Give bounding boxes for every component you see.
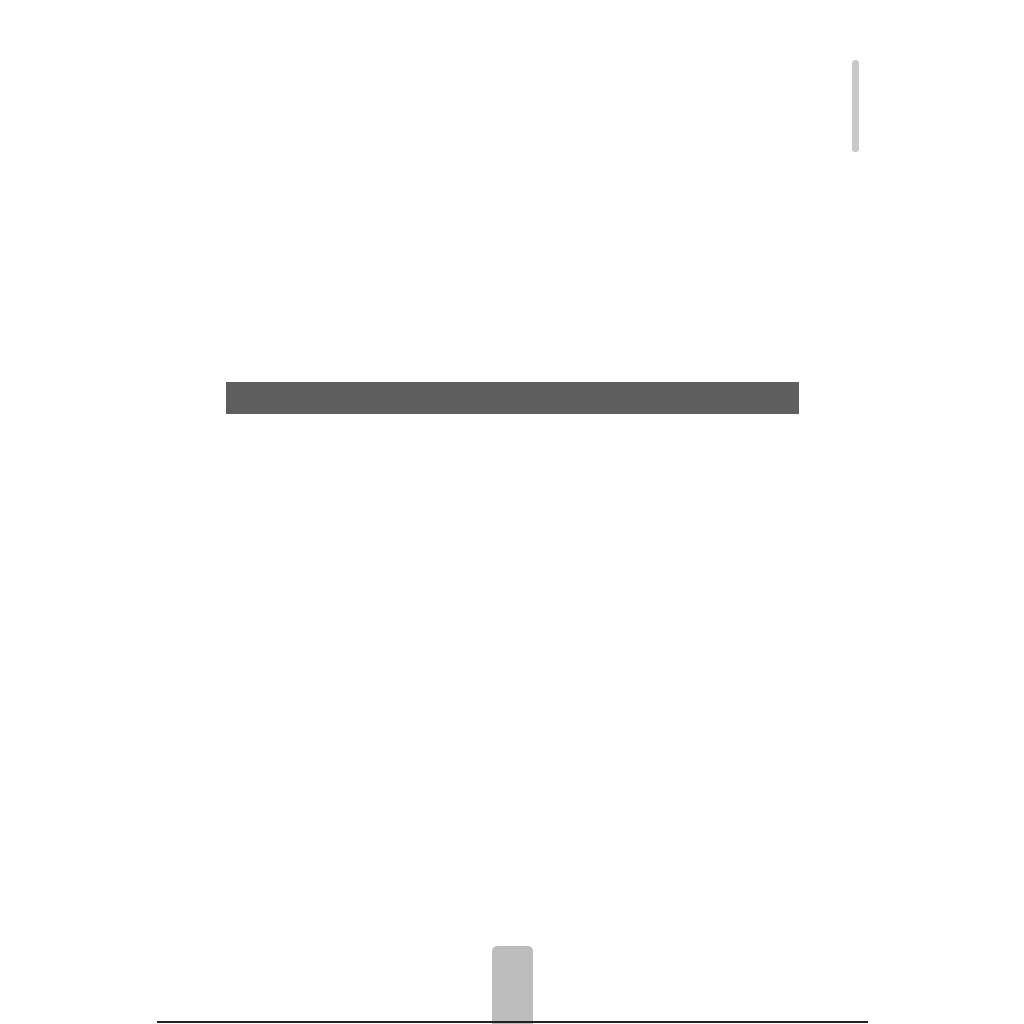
scrollbar-thumb[interactable]	[852, 60, 859, 152]
chapter-entry	[226, 66, 786, 86]
table-of-contents	[226, 66, 786, 92]
section-header	[226, 382, 799, 414]
page-number-tab	[492, 946, 533, 1024]
chapter-label	[226, 66, 274, 86]
chapter-title	[274, 66, 786, 86]
bottom-rule	[157, 1021, 868, 1023]
